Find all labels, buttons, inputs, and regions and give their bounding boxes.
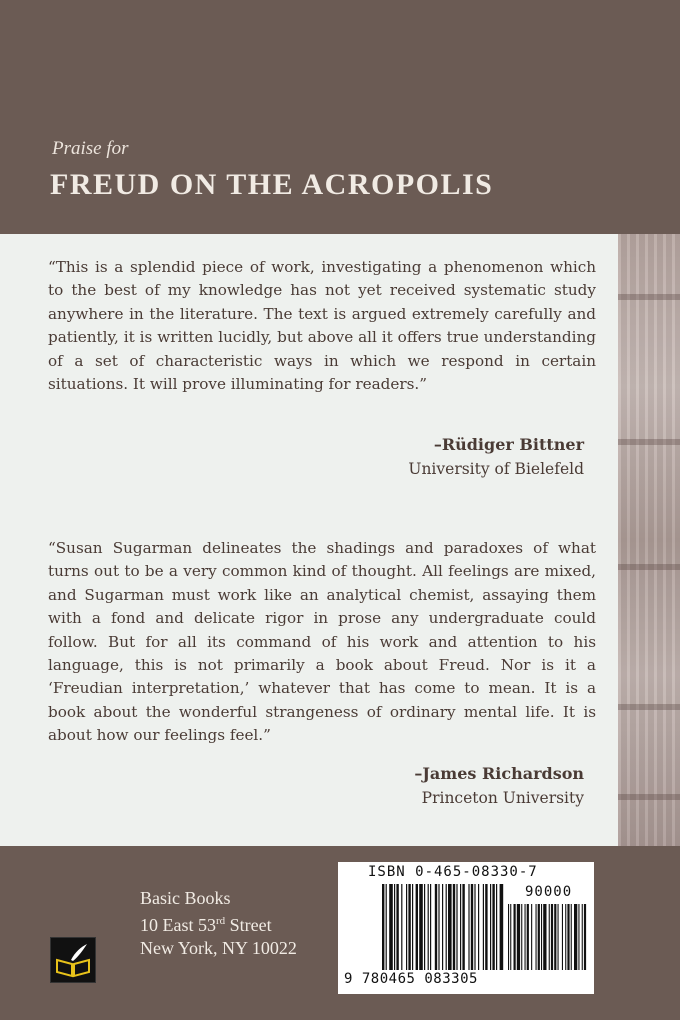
quote-text: “This is a splendid piece of work, investigating a phenomenon which to the best of my knowledge has not yet received systematic study anywhere in the literature. The text is argued extremely carefully and patiently, it is written lucidly, but above all it offers true understanding of a set of characteristic ways in which we respond in certain situations. It will prove illuminating for readers.” bbox=[48, 258, 596, 394]
publisher-block bbox=[140, 887, 297, 960]
quote-author: –James Richardson bbox=[414, 764, 584, 783]
publisher-city: New York, NY 10022 bbox=[140, 938, 297, 958]
isbn-number: ISBN 0-465-08330-7 bbox=[368, 864, 538, 880]
publisher-street bbox=[140, 910, 297, 937]
photo-band bbox=[618, 439, 680, 445]
street-name: Street bbox=[225, 915, 272, 935]
quote-author: –Rüdiger Bittner bbox=[433, 435, 584, 454]
photo-band bbox=[618, 564, 680, 570]
praise-for-label: Praise for bbox=[52, 138, 129, 159]
publisher-name: Basic Books bbox=[140, 888, 231, 908]
book-title: FREUD ON THE ACROPOLIS bbox=[50, 168, 494, 201]
quote-affiliation: Princeton University bbox=[421, 789, 584, 807]
photo-band bbox=[618, 794, 680, 800]
isbn-barcode bbox=[338, 862, 594, 994]
street-suffix: rd bbox=[216, 915, 226, 927]
street-number: 10 East 53 bbox=[140, 915, 216, 935]
photo-band bbox=[618, 704, 680, 710]
ean-digits: 9 780465 083305 bbox=[344, 971, 478, 987]
quote-affiliation: University of Bielefeld bbox=[408, 460, 584, 478]
publisher-logo-icon bbox=[50, 937, 96, 983]
price-code: 90000 bbox=[525, 884, 573, 900]
photo-band bbox=[618, 294, 680, 300]
column-photo-strip bbox=[618, 234, 680, 846]
quote-text: “Susan Sugarman delineates the shadings and paradoxes of what turns out to be a very common kind of thought. All feelings are mixed, and Sugarman must work like an analytical chemist, assaying them with a fond and delicate rigor in prose any undergraduate could follow. But for all its command of his work and attention to his language, this is not primarily a book about Freud. Nor is it a ‘Freudian interpretation,’ whatever that has come to mean. It is a book about the wonderful strangeness of ordinary mental life. It is about how our feelings feel.” bbox=[48, 539, 596, 745]
